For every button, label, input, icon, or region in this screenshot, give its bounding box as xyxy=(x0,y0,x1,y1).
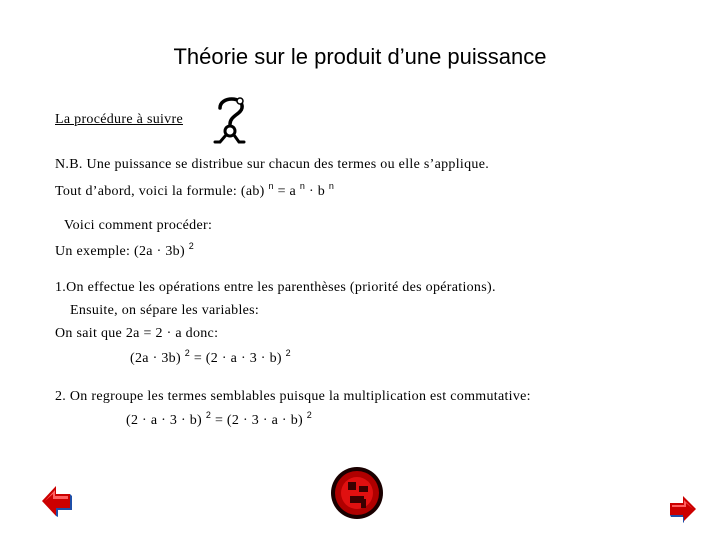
step2-equation xyxy=(126,410,312,429)
equation-right: = (2 · a · 3 · b) xyxy=(190,351,286,366)
formula-dot-b: · b xyxy=(305,184,329,199)
nb-line: N.B. Une puissance se distribue sur chacun des termes ou elle s’applique. xyxy=(55,157,490,172)
red-right-arrow-icon[interactable] xyxy=(670,494,696,524)
example-exponent: 2 xyxy=(188,241,195,251)
step1-separate-line: Ensuite, on sépare les variables: xyxy=(70,303,260,318)
equation-exponent: 2 xyxy=(184,348,191,358)
formula-exponent: n xyxy=(268,181,274,191)
formula-equals: = a xyxy=(273,184,300,199)
red-left-arrow-icon[interactable] xyxy=(42,484,72,518)
procedure-label: La procédure à suivre xyxy=(55,112,183,127)
formula-intro: Tout d’abord, voici la formule: (ab) xyxy=(55,184,269,199)
equation-left: (2a · 3b) xyxy=(130,351,185,366)
formula-exponent: n xyxy=(299,181,306,191)
question-mark-figure-icon xyxy=(212,94,252,144)
example-line xyxy=(55,241,194,260)
equation-left: (2 · a · 3 · b) xyxy=(126,413,206,428)
step1-equation xyxy=(130,348,291,367)
step2-line: 2. On regroupe les termes semblables puisque la multiplication est commutative: xyxy=(55,389,531,404)
example-text: Un exemple: (2a · 3b) xyxy=(55,244,189,259)
equation-exponent: 2 xyxy=(285,348,291,358)
equation-exponent: 2 xyxy=(306,410,313,420)
equation-right: = (2 · 3 · a · b) xyxy=(211,413,307,428)
how-to-line: Voici comment procéder: xyxy=(64,218,213,233)
formula-line xyxy=(55,181,334,200)
step1-know-line: On sait que 2a = 2 · a donc: xyxy=(55,326,219,341)
equation-exponent: 2 xyxy=(205,410,212,420)
page-title: Théorie sur le produit d’une puissance xyxy=(173,44,547,69)
step1-line: 1.On effectue les opérations entre les parenthèses (priorité des opérations). xyxy=(55,280,496,295)
red-circular-button-icon[interactable] xyxy=(330,466,384,520)
formula-exponent: n xyxy=(328,181,335,191)
